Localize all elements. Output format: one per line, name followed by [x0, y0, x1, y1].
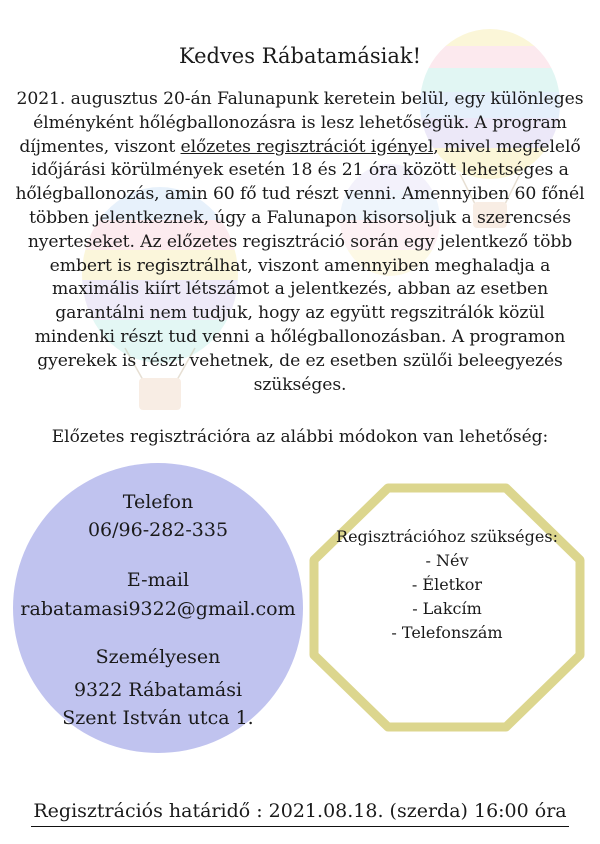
body-line: gyerekek is részt vehetnek, de ez esetben szülői beleegyezés	[37, 350, 563, 371]
body-line: 2021. augusztus 20-án Falunapunk keretein belül, egy különleges	[16, 89, 584, 109]
body-line: mindenki részt tud venni a hőlégballonozásban. A programon	[34, 326, 566, 347]
body-line: garantálni nem tudjuk, hogy az együtt regszitrálók közül	[55, 303, 545, 324]
in-person-label: Személyesen	[95, 646, 221, 668]
contact-circle	[13, 463, 303, 753]
body-line: élményként hőlégballonozásra is lesz lehetőségük. A program	[33, 112, 567, 133]
body-line	[19, 137, 580, 157]
body-line: szükséges.	[253, 374, 347, 395]
announcement-text	[10, 88, 590, 397]
highlight-registration-required: előzetes regisztrációt igényel	[180, 136, 434, 157]
requirement-item: - Név	[425, 551, 469, 570]
body-line: hőlégballonozás, amin 60 fő tud részt venni. Amennyiben 60 főnél	[15, 184, 585, 205]
email-label: E-mail	[126, 569, 190, 591]
phone-number[interactable]: 06/96-282-335	[87, 519, 229, 541]
address-line-1: 9322 Rábatamási	[73, 679, 243, 701]
requirement-item: - Életkor	[411, 575, 483, 594]
requirements-title: Regisztrációhoz szükséges:	[336, 527, 558, 546]
registration-deadline	[0, 800, 600, 822]
body-line: időjárási körülmények esetén 18 és 21 óra között lehetséges a	[31, 160, 569, 181]
body-line: nyerteseket. Az előzetes regisztráció során egy jelentkező több	[27, 231, 573, 252]
body-line-part: , mivel megfelelő	[433, 136, 581, 157]
requirement-item: - Lakcím	[412, 599, 482, 618]
address-line-2: Szent István utca 1.	[62, 707, 254, 729]
body-line-part: díjmentes, viszont	[19, 136, 181, 157]
phone-label: Telefon	[122, 491, 194, 513]
body-line: maximális kiírt létszámot a jelentkezés, abban az esetben	[51, 279, 549, 300]
greeting-heading: Kedves Rábatamásiak!	[178, 44, 422, 68]
deadline-text: Regisztrációs határidő : 2021.08.18. (szerda) 16:00 óra	[31, 800, 568, 827]
registration-intro: Előzetes regisztrációra az alábbi módokon van lehetőség:	[51, 427, 549, 447]
email-address[interactable]: rabatamasi9322@gmail.com	[20, 598, 296, 620]
requirement-item: - Telefonszám	[391, 623, 503, 642]
body-line: embert is regisztrálhat, viszont amennyiben meghaladja a	[49, 255, 551, 276]
body-line: többen jelentkeznek, úgy a Falunapon kisorsoljuk a szerencsés	[29, 207, 571, 228]
